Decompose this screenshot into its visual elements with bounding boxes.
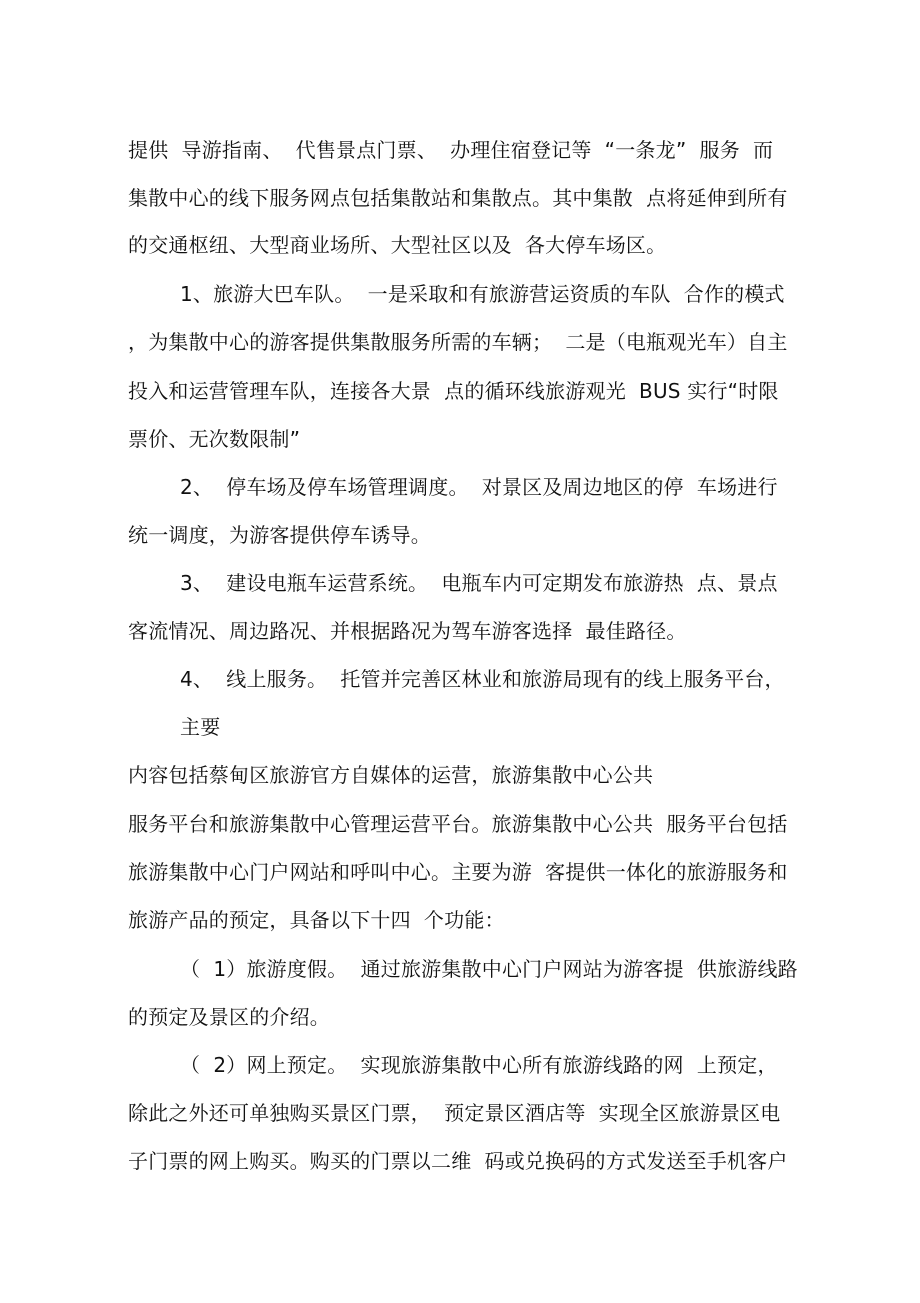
paragraph-line: 旅游集散中心门户网站和呼叫中心。主要为游 客提供一体化的旅游服务和 [128, 860, 788, 884]
paragraph-line: 子门票的网上购买。购买的门票以二维 码或兑换码的方式发送至手机客户 [128, 1149, 788, 1173]
sub-item-2-line: （ 2）网上预定。 实现旅游集散中心所有旅游线路的网 上预定， [180, 1053, 778, 1077]
paragraph-line: 客流情况、周边路况、并根据路况为驾车游客选择 最佳路径。 [128, 619, 687, 643]
paragraph-line: 的预定及景区的介绍。 [128, 1005, 330, 1029]
paragraph-line: 的交通枢纽、大型商业场所、大型社区以及 各大停车场区。 [128, 233, 667, 257]
paragraph-line: 除此之外还可单独购买景区门票， 预定景区酒店等 实现全区旅游景区电 [128, 1101, 781, 1125]
list-item-3-line: 3、 建设电瓶车运营系统。 电瓶车内可定期发布旅游热 点、景点 [180, 571, 778, 595]
paragraph-line: 服务平台和旅游集散中心管理运营平台。旅游集散中心公共 服务平台包括 [128, 812, 788, 836]
list-item-4-line: 4、 线上服务。 托管并完善区林业和旅游局现有的线上服务平台， [180, 667, 785, 691]
list-item-1-line: 1、旅游大巴车队。 一是采取和有旅游营运资质的车队 合作的模式 [180, 282, 785, 306]
paragraph-line: 旅游产品的预定，具备以下十四 个功能： [128, 908, 505, 932]
list-item-2-line: 2、 停车场及停车场管理调度。 对景区及周边地区的停 车场进行 [180, 475, 778, 499]
paragraph-line: 集散中心的线下服务网点包括集散站和集散点。其中集散 点将延伸到所有 [128, 186, 788, 210]
paragraph-line: 提供 导游指南、 代售景点门票、 办理住宿登记等 “一条龙” 服务 而 [128, 138, 774, 162]
paragraph-line: 投入和运营管理车队，连接各大景 点的循环线旅游观光 BUS 实行“时限 [128, 379, 779, 403]
paragraph-line: 票价、无次数限制” [128, 427, 301, 451]
sub-item-1-line: （ 1）旅游度假。 通过旅游集散中心门户网站为游客提 供旅游线路 [180, 957, 798, 981]
paragraph-line: ，为集散中心的游客提供集散服务所需的车辆； 二是（电瓶观光车）自主 [128, 330, 788, 354]
paragraph-line: 统一调度，为游客提供停车诱导。 [128, 523, 431, 547]
paragraph-line: 内容包括蔡甸区旅游官方自媒体的运营，旅游集散中心公共 [128, 763, 654, 787]
paragraph-line: 主要 [180, 715, 221, 739]
